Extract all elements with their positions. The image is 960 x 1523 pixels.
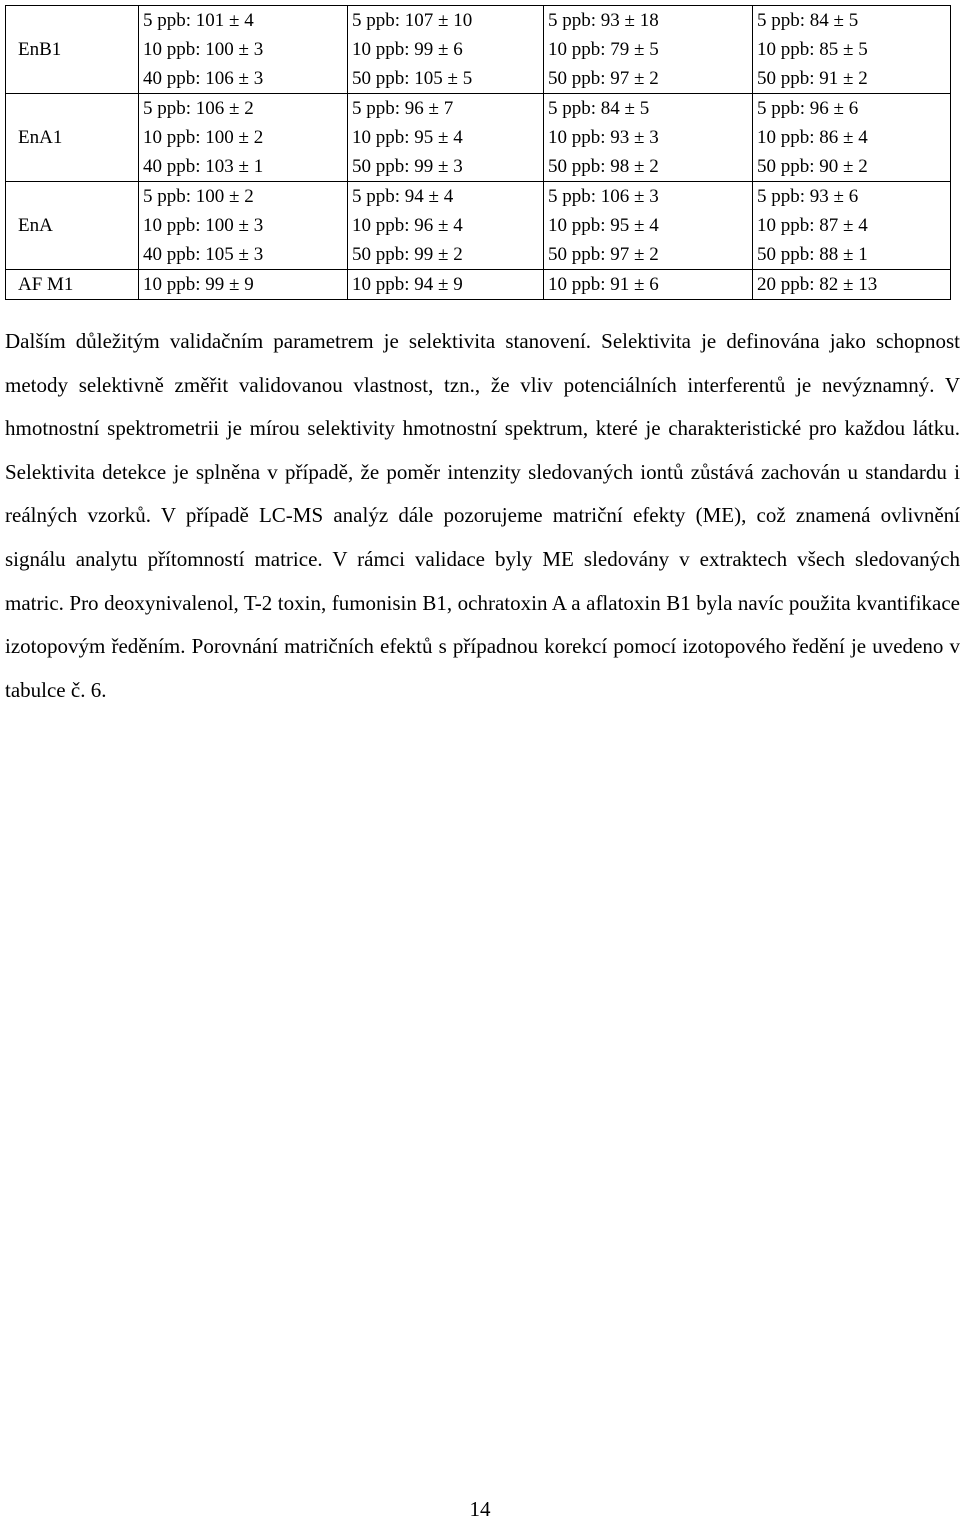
table-cell: 50 ppb: 99 ± 2: [348, 240, 544, 270]
table-cell: 50 ppb: 97 ± 2: [544, 240, 753, 270]
table-cell: 5 ppb: 96 ± 7: [348, 94, 544, 124]
table-cell: 50 ppb: 90 ± 2: [753, 152, 951, 182]
table-cell: 10 ppb: 100 ± 2: [139, 123, 348, 152]
table-cell: 5 ppb: 106 ± 3: [544, 182, 753, 212]
table-row: [6, 211, 951, 240]
table-cell: 10 ppb: 94 ± 9: [348, 270, 544, 300]
results-table-body: [6, 6, 951, 300]
table-cell: 50 ppb: 105 ± 5: [348, 64, 544, 94]
table-cell: 10 ppb: 95 ± 4: [544, 211, 753, 240]
table-cell: 50 ppb: 99 ± 3: [348, 152, 544, 182]
table-cell: 10 ppb: 96 ± 4: [348, 211, 544, 240]
table-row: [6, 182, 951, 212]
table-cell: 5 ppb: 94 ± 4: [348, 182, 544, 212]
table-cell: 10 ppb: 85 ± 5: [753, 35, 951, 64]
table-cell: 5 ppb: 107 ± 10: [348, 6, 544, 36]
analyte-name-cell: EnA: [6, 182, 139, 270]
table-row: [6, 94, 951, 124]
table-cell: 5 ppb: 96 ± 6: [753, 94, 951, 124]
table-cell: 5 ppb: 84 ± 5: [753, 6, 951, 36]
table-cell: 50 ppb: 88 ± 1: [753, 240, 951, 270]
table-row: [6, 64, 951, 94]
table-cell: 10 ppb: 79 ± 5: [544, 35, 753, 64]
table-cell: 5 ppb: 84 ± 5: [544, 94, 753, 124]
table-cell: 10 ppb: 86 ± 4: [753, 123, 951, 152]
table-cell: 20 ppb: 82 ± 13: [753, 270, 951, 300]
table-cell: 10 ppb: 95 ± 4: [348, 123, 544, 152]
table-cell: 10 ppb: 100 ± 3: [139, 35, 348, 64]
results-table-container: [5, 5, 950, 300]
table-row: [6, 240, 951, 270]
table-row: [6, 152, 951, 182]
table-cell: 5 ppb: 100 ± 2: [139, 182, 348, 212]
analyte-name-cell: AF M1: [6, 270, 139, 300]
table-cell: 10 ppb: 99 ± 9: [139, 270, 348, 300]
table-cell: 10 ppb: 99 ± 6: [348, 35, 544, 64]
table-row: [6, 270, 951, 300]
table-row: [6, 123, 951, 152]
table-cell: 40 ppb: 106 ± 3: [139, 64, 348, 94]
analyte-name-cell: EnA1: [6, 94, 139, 182]
table-cell: 40 ppb: 105 ± 3: [139, 240, 348, 270]
table-cell: 5 ppb: 101 ± 4: [139, 6, 348, 36]
body-paragraph: Dalším důležitým validačním parametrem je selektivita stanovení. Selektivita je definována jako schopnost metody selektivně změřit validovanou vlastnost, tzn., že vliv potenciálních interferentů je nevýznamný. V hmotnostní spektrometrii je mírou selektivity hmotnostní spektrum, které je charakteristické pro každou látku. Selektivita detekce je splněna v případě, že poměr intenzity sledovaných iontů zůstává zachován u standardu i reálných vzorků. V případě LC-MS analýz dále pozorujeme matriční efekty (ME), což znamená ovlivnění signálu analytu přítomností matrice. V rámci validace byly ME sledovány v extraktech všech sledovaných matric. Pro deoxynivalenol, T-2 toxin, fumonisin B1, ochratoxin A a aflatoxin B1 byla navíc použita kvantifikace izotopovým ředěním. Porovnání matričních efektů s případnou korekcí pomocí izotopového ředění je uvedeno v tabulce č. 6.: [5, 329, 960, 702]
table-cell: 10 ppb: 93 ± 3: [544, 123, 753, 152]
table-cell: 5 ppb: 106 ± 2: [139, 94, 348, 124]
table-cell: 10 ppb: 91 ± 6: [544, 270, 753, 300]
results-table: [5, 5, 951, 300]
table-row: [6, 6, 951, 36]
analyte-name-cell: EnB1: [6, 6, 139, 94]
table-cell: 5 ppb: 93 ± 18: [544, 6, 753, 36]
table-cell: 50 ppb: 98 ± 2: [544, 152, 753, 182]
table-row: [6, 35, 951, 64]
table-cell: 50 ppb: 97 ± 2: [544, 64, 753, 94]
table-cell: 50 ppb: 91 ± 2: [753, 64, 951, 94]
table-cell: 10 ppb: 100 ± 3: [139, 211, 348, 240]
table-cell: 10 ppb: 87 ± 4: [753, 211, 951, 240]
table-cell: 5 ppb: 93 ± 6: [753, 182, 951, 212]
table-cell: 40 ppb: 103 ± 1: [139, 152, 348, 182]
page-number: 14: [469, 1497, 491, 1521]
